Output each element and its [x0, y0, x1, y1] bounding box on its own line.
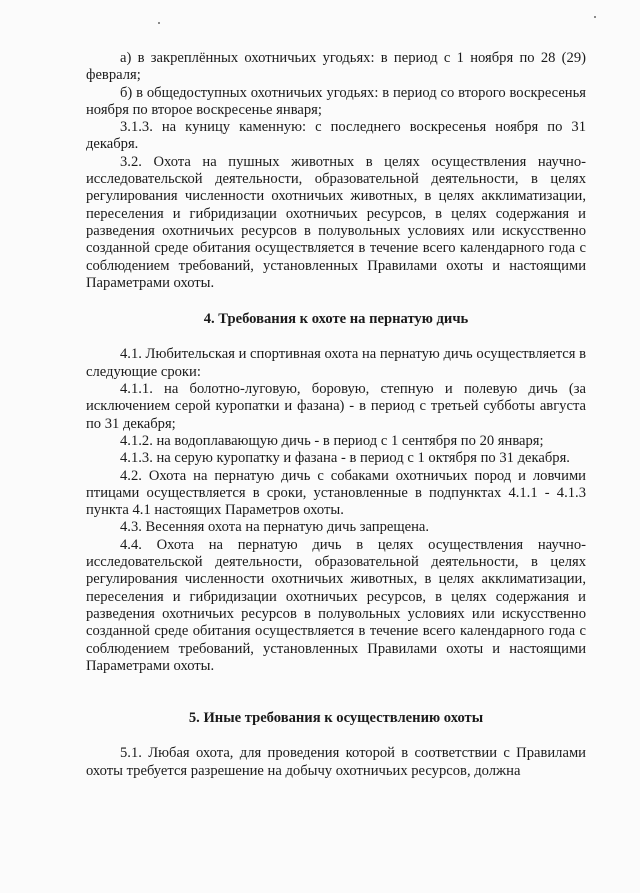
paragraph: 4.3. Весенняя охота на пернатую дичь запрещена.	[120, 519, 430, 536]
paragraph: 3.2. Охота на пушных животных в целях осуществления научно-исследовательской деятельности, образовательной деятельности, в целях регулирования численности охотничьих животных, в целях акклиматизации, переселения и гибридизации охотничьих ресурсов, в целях содержания и разведения охотничьих ресурсов в полувольных условиях или искусственно созданной среде обитания осуществляется в течение всего календарного года с соблюдением требований, установленных Правилами охоты и настоящими Параметрами охоты.	[86, 153, 586, 291]
paragraph: 4.2. Охота на пернатую дичь с собаками охотничьих пород и ловчими птицами осуществляется в сроки, установленные в подпунктах 4.1.1 - 4.1.3 пункта 4.1 настоящих Параметров охоты.	[86, 467, 586, 519]
paragraph: 3.1.3. на куницу каменную: с последнего воскресенья ноября по 31 декабря.	[86, 119, 586, 153]
paragraph: а) в закреплённых охотничьих угодьях: в период с 1 ноября по 28 (29) февраля;	[86, 50, 586, 84]
paragraph: 4.1.2. на водоплавающую дичь - в период с 1 сентября по 20 января;	[120, 432, 544, 449]
paragraph: 4.1. Любительская и спортивная охота на пернатую дичь осуществляется в следующие сроки:	[86, 346, 586, 380]
paragraph: 4.4. Охота на пернатую дичь в целях осуществления научно-исследовательской деятельности, образовательной деятельности, в целях регулирования численности охотничьих животных, в целях акклиматизации, переселения и гибридизации охотничьих ресурсов, в целях содержания и разведения охотничьих ресурсов в полувольных условиях или искусственно созданной среде обитания осуществляется в течение всего календарного года с соблюдением требований, установленных Правилами охоты и настоящими Параметрами охоты.	[86, 536, 586, 674]
scan-speck	[158, 22, 160, 24]
paragraph: 4.1.3. на серую куропатку и фазана - в период с 1 октября по 31 декабря.	[120, 450, 570, 467]
paragraph: 4.1.1. на болотно-луговую, боровую, степную и полевую дичь (за исключением серой куропатки и фазана) - в период с третьей субботы августа по 31 декабря;	[86, 381, 586, 432]
paragraph: б) в общедоступных охотничьих угодьях: в период со второго воскресенья ноября по второе воскресенье января;	[86, 84, 586, 118]
section-heading: 4. Требования к охоте на пернатую дичь	[203, 311, 469, 328]
scan-speck	[594, 16, 596, 18]
paragraph: 5.1. Любая охота, для проведения которой в соответствии с Правилами охоты требуется разрешение на добычу охотничьих ресурсов, должна	[86, 745, 586, 779]
section-heading: 5. Иные требования к осуществлению охоты	[188, 710, 484, 727]
document-body	[86, 50, 586, 780]
